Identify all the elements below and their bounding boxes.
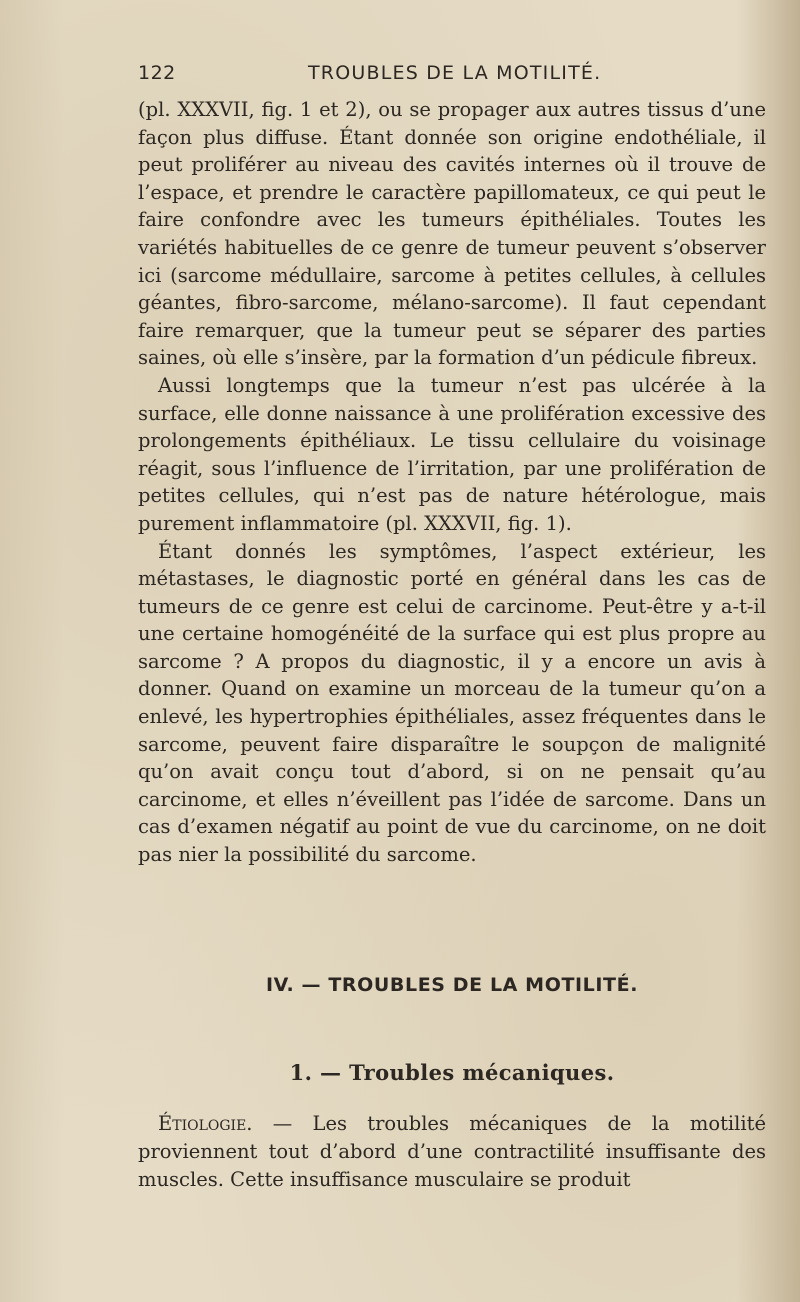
page-number: 122 — [138, 62, 176, 84]
sub-heading: 1. — Troubles mécaniques. — [289, 1060, 615, 1085]
running-title: TROUBLES DE LA MOTILITÉ. — [308, 62, 602, 84]
body-text — [138, 96, 766, 869]
etiology-paragraph — [138, 1110, 766, 1194]
section-heading: IV. — TROUBLES DE LA MOTILITÉ. — [265, 974, 639, 996]
paragraph-3: Étant donnés les symptômes, l’aspect extérieur, les métastases, le diagnostic porté en général dans les cas de tumeurs de ce genre est celui de carcinome. Peut-être y a-t-il une certaine homogénéité de la surface qui est plus propre au sarcome ? A propos du diagnostic, il y a encore un avis à donner. Quand on examine un morceau de la tumeur qu’on a enlevé, les hypertrophies épithéliales, assez fréquentes dans le sarcome, peuvent faire disparaître le soupçon de malignité qu’on avait conçu tout d’abord, si on ne pensait qu’au carcinome, et elles n’éveillent pas l’idée de sarcome. Dans un cas d’examen négatif au point de vue du carcinome, on ne doit pas nier la possibilité du sarcome. — [138, 539, 766, 867]
running-head — [138, 62, 766, 92]
etiology-text: — Les troubles mécaniques de la motilité proviennent tout d’abord d’une contractilité insuffisante des muscles. Cette insuffisance musculaire se produit — [138, 1112, 766, 1191]
etiology-lead: Étiologie. — [158, 1112, 253, 1135]
paragraph-2: Aussi longtemps que la tumeur n’est pas ulcérée à la surface, elle donne naissance à une prolifération excessive des prolongements épithéliaux. Le tissu cellulaire du voisinage réagit, sous l’influence de l’irritation, par une prolifération de petites cellules, qui n’est pas de nature hétérologue, mais purement inflammatoire (pl. XXXVII, fig. 1). — [138, 373, 766, 535]
paragraph-1: (pl. XXXVII, fig. 1 et 2), ou se propager aux autres tissus d’une façon plus diffuse. Étant donnée son origine endothéliale, il peut proliférer au niveau des cavités internes où il trouve de l’espace, et prendre le caractère papillomateux, ce qui peut le faire confondre avec les tumeurs épithéliales. Toutes les variétés habituelles de ce genre de tumeur peuvent s’observer ici (sarcome médullaire, sarcome à petites cellules, à cellules géantes, fibro-sarcome, mélano-sarcome). Il faut cependant faire remarquer, que la tumeur peut se séparer des parties saines, où elle s’insère, par la formation d’un pédicule fibreux. — [138, 98, 766, 370]
